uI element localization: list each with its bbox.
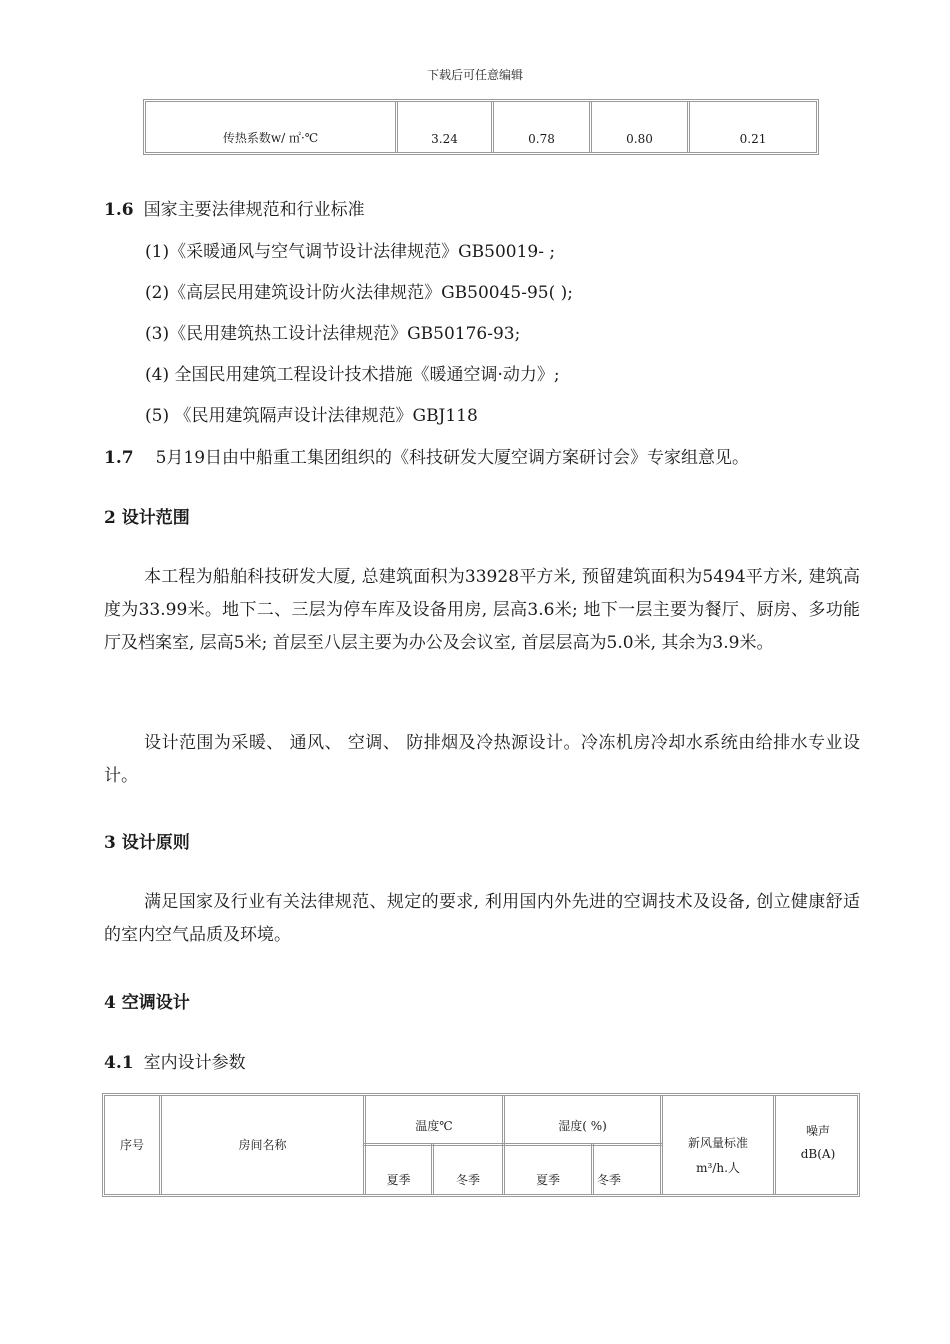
col-temp-header: 温度℃ [415, 1119, 453, 1133]
section-3-paragraph: 满足国家及行业有关法律规范、规定的要求, 利用国内外先进的空调技术及设备, 创立健康舒适的室内空气品质及环境。 [104, 892, 860, 945]
section-4-1-heading [104, 1053, 246, 1073]
humidity-summer-header: 夏季 [535, 1173, 560, 1187]
standard-item-5: (5) 《民用建筑隔声设计法律规范》GBJ118 [145, 406, 478, 426]
indoor-parameters-table [102, 1093, 860, 1197]
section-3-heading: 3 设计原则 [104, 833, 190, 853]
heat-transfer-value-3: 0.80 [592, 102, 690, 152]
section-1-7-number: 1.7 [104, 448, 134, 468]
humidity-winter-header: 冬季 [596, 1173, 621, 1187]
section-1-6-number: 1.6 [104, 200, 134, 220]
standard-item-3: (3)《民用建筑热工设计法律规范》GB50176-93; [145, 324, 521, 344]
heat-transfer-label: 传热系数w/ ㎡·℃ [146, 102, 398, 152]
section-4-heading: 4 空调设计 [104, 993, 190, 1013]
col-fresh-air-unit: m³/h.人 [696, 1161, 740, 1175]
col-room-header: 房间名称 [238, 1138, 287, 1152]
page-header: 下载后可任意编辑 [426, 68, 523, 82]
standard-item-1: (1)《采暖通风与空气调节设计法律规范》GB50019- ; [145, 242, 556, 262]
standard-item-2: (2)《高层民用建筑设计防火法律规范》GB50045-95( ); [145, 283, 574, 303]
heat-transfer-value-1: 3.24 [398, 102, 494, 152]
section-1-6-title: 国家主要法律规范和行业标准 [143, 200, 365, 220]
section-1-7-text: 5月19日由中船重工集团组织的《科技研发大厦空调方案研讨会》专家组意见。 [155, 448, 750, 468]
col-noise-unit: dB(A) [800, 1147, 836, 1161]
section-2-paragraph-1: 本工程为船舶科技研发大厦, 总建筑面积为33928平方米, 预留建筑面积为5494平方米, 建筑高度为33.99米。地下二、三层为停车库及设备用房, 层高3.6米; 地下一层主要为餐厅、厨房、多功能厅及档案室, 层高5米; 首层至八层主要为办公及会议室, 首层层高为5.0米, 其余为3.9米。 [104, 567, 860, 653]
heat-transfer-table [143, 99, 819, 155]
col-noise-header: 噪声 [805, 1124, 830, 1138]
heat-transfer-value-4: 0.21 [739, 132, 767, 146]
col-index-header: 序号 [119, 1138, 144, 1152]
section-1-7 [104, 448, 749, 468]
section-4-1-title: 室内设计参数 [143, 1053, 246, 1073]
section-4-1-number: 4.1 [104, 1053, 134, 1073]
col-fresh-air-header: 新风量标准 [687, 1136, 748, 1150]
heat-transfer-value-2: 0.78 [494, 102, 592, 152]
section-2-heading: 2 设计范围 [104, 508, 190, 528]
standard-item-4: (4) 全国民用建筑工程设计技术措施《暖通空调·动力》; [145, 365, 560, 385]
section-1-6-heading [104, 200, 365, 220]
temp-summer-header: 夏季 [386, 1173, 411, 1187]
temp-winter-header: 冬季 [455, 1173, 480, 1187]
section-2-paragraph-2: 设计范围为采暖、 通风、 空调、 防排烟及冷热源设计。冷冻机房冷却水系统由给排水专业设计。 [104, 733, 860, 786]
col-humidity-header: 湿度( %) [558, 1119, 607, 1133]
table-divider [364, 1143, 662, 1146]
